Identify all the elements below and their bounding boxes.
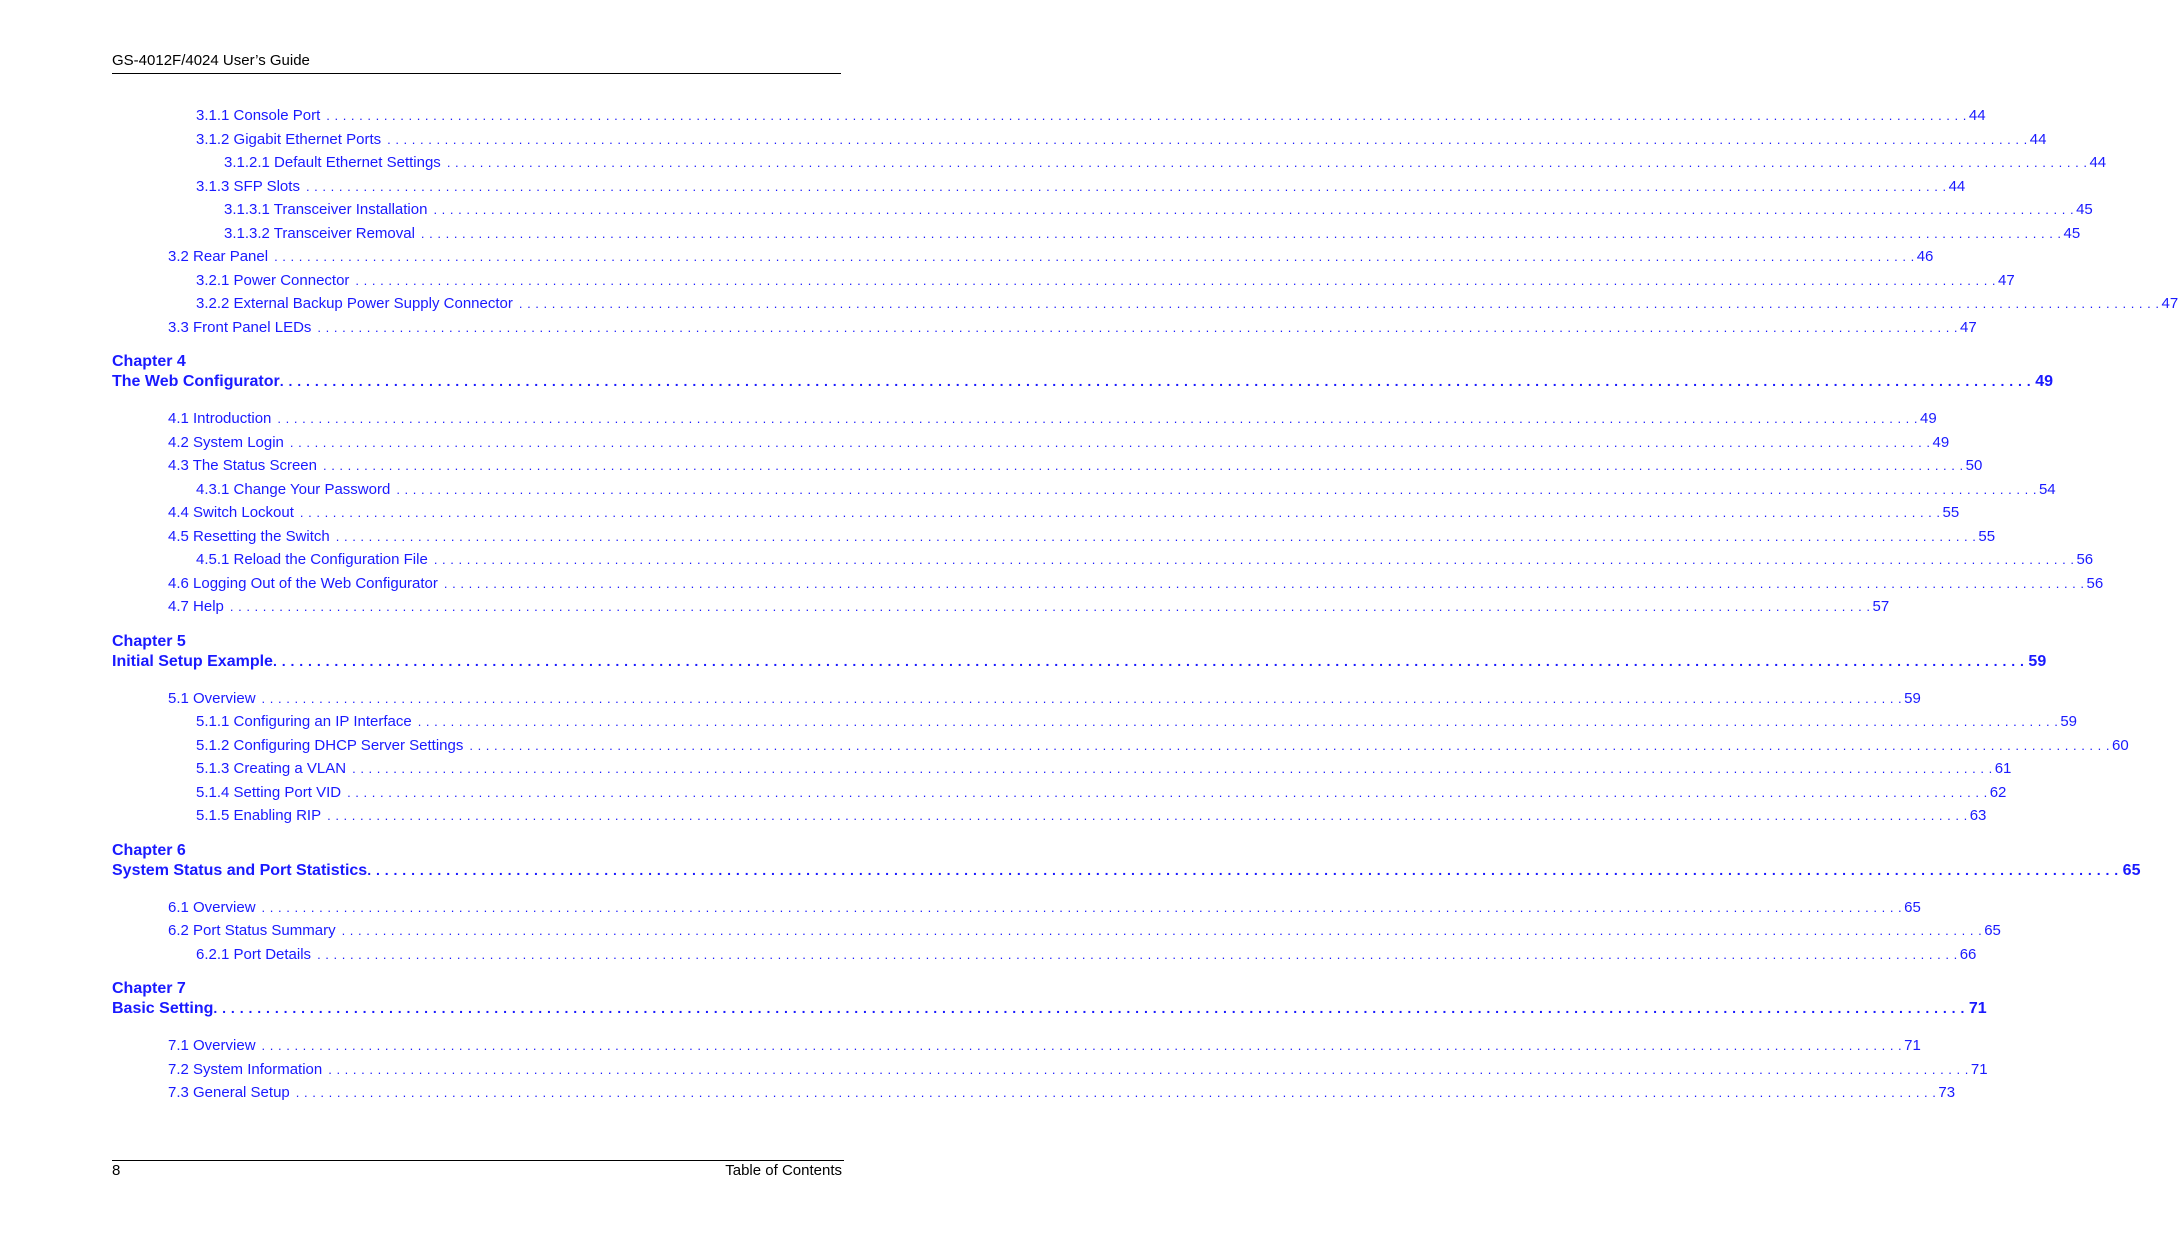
chapter-heading[interactable]: Chapter 6 xyxy=(112,841,186,859)
toc-entry-label: 3.1.1 Console Port xyxy=(196,107,321,124)
dot-leader: . . . . . . . . . . . . . . . . . . . . . . . . . . . . . . . . . . . . . . . . . . . . . . . . . . . . . . . . . . . . . . . . . . . . . . . . . . . . . . . . . . . . . . . . . . . . . . . . . . . . . . . . . . . . . . . . . . . . . . . . . . . . . . . . . . . . . . . . . . . . . . . . . . . . . . . . . . . . . . . . . . . . . . . . . . . . . . . . . . . . . . . . . . . . . . . . . . . . . . . . xyxy=(317,319,1959,335)
toc-entry-page: 57 xyxy=(1872,598,1890,615)
chapter-entry[interactable] xyxy=(112,1000,1987,1018)
toc-entry-label: 3.2 Rear Panel xyxy=(168,248,269,265)
footer-section-title: Table of Contents xyxy=(725,1162,842,1179)
chapter-heading[interactable]: Chapter 5 xyxy=(112,632,186,650)
toc-entry[interactable] xyxy=(224,201,2093,221)
toc-entry-page: 65 xyxy=(1984,922,2001,939)
dot-leader: . . . . . . . . . . . . . . . . . . . . . . . . . . . . . . . . . . . . . . . . . . . . . . . . . . . . . . . . . . . . . . . . . . . . . . . . . . . . . . . . . . . . . . . . . . . . . . . . . . . . . . . . . . . . . . . . . . . . . . . . . . . . . . . . . . . . . . . . . . . . . . . . . . . . . . . . . . . . . . . . . . . . . . . . . . . . . . . . . . . . . . . . . . . . . . . . . . . . . . . . xyxy=(322,458,1964,473)
toc-entry[interactable] xyxy=(196,807,1987,827)
chapter-heading[interactable]: Chapter 4 xyxy=(112,353,186,370)
toc-entry[interactable] xyxy=(168,1060,1988,1081)
toc-entry-page: 63 xyxy=(1969,807,1987,824)
toc-entry-label: 3.1.3.1 Transceiver Installation xyxy=(224,201,428,218)
running-header: GS-4012F/4024 User’s Guide xyxy=(112,52,310,69)
toc-entry-page: 47 xyxy=(1960,318,1977,336)
toc-entry-page: 65 xyxy=(1904,898,1921,916)
toc-entry[interactable] xyxy=(196,783,2007,804)
dot-leader: . . . . . . . . . . . . . . . . . . . . . . . . . . . . . . . . . . . . . . . . . . . . . . . . . . . . . . . . . . . . . . . . . . . . . . . . . . . . . . . . . . . . . . . . . . . . . . . . . . . . . . . . . . . . . . . . . . . . . . . . . . . . . . . . . . . . . . . . . . . . . . . . . . . . . . . . . . . . . . . . . . . . . . . . . . . . . . . . . . . . . . . . . . . . . . . . . . . . . . . . xyxy=(327,808,1968,823)
toc-entry[interactable] xyxy=(168,527,1996,548)
toc-entry-page: 61 xyxy=(1994,760,2012,777)
toc-entry-page: 50 xyxy=(1965,457,1983,474)
toc-entry-label: 5.1.3 Creating a VLAN xyxy=(196,760,347,777)
dot-leader: . . . . . . . . . . . . . . . . . . . . . . . . . . . . . . . . . . . . . . . . . . . . . . . . . . . . . . . . . . . . . . . . . . . . . . . . . . . . . . . . . . . . . . . . . . . . . . . . . . . . . . . . . . . . . . . . . . . . . . . . . . . . . . . . . . . . . . . . . . . . . . . . . . . . . . . . . . . . . . . . . . . . . . . . . . . . . . . . . . . . . . . . . . . . . . . . . . . . . . . . xyxy=(317,946,1958,962)
toc-entry[interactable] xyxy=(196,271,2015,292)
toc-entry[interactable] xyxy=(196,945,1977,966)
toc-entry[interactable] xyxy=(168,1037,1921,1057)
dot-leader: . . . . . . . . . . . . . . . . . . . . . . . . . . . . . . . . . . . . . . . . . . . . . . . . . . . . . . . . . . . . . . . . . . . . . . . . . . . . . . . . . . . . . . . . . . . . . . . . . . . . . . . . . . . . . . . . . . . . . . . . . . . . . . . . . . . . . . . . . . . . . . . . . . . . . . . . . . . . . . . . . . . . . . . . . . . . . . . . . . . . . . . . . . . . . . . . . . . . . . . . xyxy=(396,481,2037,497)
toc-entry[interactable] xyxy=(196,760,2012,780)
toc-entry-page: 60 xyxy=(2111,736,2129,754)
dot-leader: . . . . . . . . . . . . . . . . . . . . . . . . . . . . . . . . . . . . . . . . . . . . . . . . . . . . . . . . . . . . . . . . . . . . . . . . . . . . . . . . . . . . . . . . . . . . . . . . . . . . . . . . . . . . . . . . . . . . . . . . . . . . . . . . . . . . . . . . . . . . . . . . . . . . . . . . . . . . . . . . . . . . . . . . . . . . . . . . . . . . . . . . . . . . . . . . . . . . . . . . xyxy=(261,1038,1903,1053)
toc-entry[interactable] xyxy=(168,248,1934,268)
dot-leader: . . . . . . . . . . . . . . . . . . . . . . . . . . . . . . . . . . . . . . . . . . . . . . . . . . . . . . . . . . . . . . . . . . . . . . . . . . . . . . . . . . . . . . . . . . . . . . . . . . . . . . . . . . . . . . . . . . . . . . . . . . . . . . . . . . . . . . . . . . . . . . . . . . . . . . . . . . . . . . . . . . . . . . . . . . . . . . . . . . . . . . . . . . . . . . . . . . . . . . . . xyxy=(274,249,1915,264)
dot-leader: . . . . . . . . . . . . . . . . . . . . . . . . . . . . . . . . . . . . . . . . . . . . . . . . . . . . . . . . . . . . . . . . . . . . . . . . . . . . . . . . . . . . . . . . . . . . . . . . . . . . . . . . . . . . . . . . . . . . . . . . . . . . . . . . . . . . . . . . . . . . . . . . . . . . . . . . . . . . . . . . . . . . . . . . . . . . . . . . . . . . . . . . . . . . . . . . . . . . . . . . xyxy=(295,1085,1937,1100)
dot-leader: . . . . . . . . . . . . . . . . . . . . . . . . . . . . . . . . . . . . . . . . . . . . . . . . . . . . . . . . . . . . . . . . . . . . . . . . . . . . . . . . . . . . . . . . . . . . . . . . . . . . . . . . . . . . . . . . . . . . . . . . . . . . . . . . . . . . . . . . . . . . . . . . . . . . . . . . . . . . . . . . . . . . . . . . . . . . . . . . . . . . . . . . . . . . . . . . . . . . . . . . xyxy=(279,373,2032,389)
toc-entry[interactable] xyxy=(168,410,1937,430)
dot-leader: . . . . . . . . . . . . . . . . . . . . . . . . . . . . . . . . . . . . . . . . . . . . . . . . . . . . . . . . . . . . . . . . . . . . . . . . . . . . . . . . . . . . . . . . . . . . . . . . . . . . . . . . . . . . . . . . . . . . . . . . . . . . . . . . . . . . . . . . . . . . . . . . . . . . . . . . . . . . . . . . . . . . . . . . . . . . . . . . . . . . . . . . . . . . . . . . . . . . . . . . xyxy=(341,923,1983,938)
toc-entry[interactable] xyxy=(196,177,1966,198)
dot-leader: . . . . . . . . . . . . . . . . . . . . . . . . . . . . . . . . . . . . . . . . . . . . . . . . . . . . . . . . . . . . . . . . . . . . . . . . . . . . . . . . . . . . . . . . . . . . . . . . . . . . . . . . . . . . . . . . . . . . . . . . . . . . . . . . . . . . . . . . . . . . . . . . . . . . . . . . . . . . . . . . . . . . . . . . . . . . . . . . . . . . . . . . . . . . . . . . . . . . . . . . xyxy=(443,575,2085,591)
dot-leader: . . . . . . . . . . . . . . . . . . . . . . . . . . . . . . . . . . . . . . . . . . . . . . . . . . . . . . . . . . . . . . . . . . . . . . . . . . . . . . . . . . . . . . . . . . . . . . . . . . . . . . . . . . . . . . . . . . . . . . . . . . . . . . . . . . . . . . . . . . . . . . . . . . . . . . . . . . . . . . . . . . . . . . . . . . . . . . . . . . . . . . . . . . . . . . . . . . . . . . . . xyxy=(229,599,1871,614)
toc-entry-label: 3.1.3.2 Transceiver Removal xyxy=(224,224,415,242)
dot-leader: . . . . . . . . . . . . . . . . . . . . . . . . . . . . . . . . . . . . . . . . . . . . . . . . . . . . . . . . . . . . . . . . . . . . . . . . . . . . . . . . . . . . . . . . . . . . . . . . . . . . . . . . . . . . . . . . . . . . . . . . . . . . . . . . . . . . . . . . . . . . . . . . . . . . . . . . . . . . . . . . . . . . . . . . . . . . . . . . . . . . . . . . . . . . . . . . . . . . . . . . xyxy=(433,202,2075,217)
dot-leader: . . . . . . . . . . . . . . . . . . . . . . . . . . . . . . . . . . . . . . . . . . . . . . . . . . . . . . . . . . . . . . . . . . . . . . . . . . . . . . . . . . . . . . . . . . . . . . . . . . . . . . . . . . . . . . . . . . . . . . . . . . . . . . . . . . . . . . . . . . . . . . . . . . . . . . . . . . . . . . . . . . . . . . . . . . . . . . . . . . . . . . . . . . . . . . . . . . . . . . . . xyxy=(420,225,2062,241)
toc-entry-page: 45 xyxy=(2076,201,2093,218)
toc-entry[interactable] xyxy=(168,598,1890,618)
toc-entry[interactable] xyxy=(196,107,1986,127)
chapter-title: Basic Setting xyxy=(112,1000,214,1017)
chapter-page: 71 xyxy=(1968,1000,1987,1017)
toc-entry-page: 44 xyxy=(2089,154,2107,171)
toc-entry-label: 5.1.5 Enabling RIP xyxy=(196,807,322,824)
toc-entry-label: 4.3 The Status Screen xyxy=(168,457,317,474)
toc-entry-label: 4.1 Introduction xyxy=(168,410,272,427)
toc-entry-page: 45 xyxy=(2063,224,2081,242)
toc-entry-label: 3.1.3 SFP Slots xyxy=(196,177,300,195)
chapter-entry[interactable] xyxy=(112,861,2141,880)
toc-entry[interactable] xyxy=(224,224,2081,245)
toc-entry-page: 71 xyxy=(1904,1037,1921,1054)
header-rule xyxy=(112,73,841,74)
dot-leader: . . . . . . . . . . . . . . . . . . . . . . . . . . . . . . . . . . . . . . . . . . . . . . . . . . . . . . . . . . . . . . . . . . . . . . . . . . . . . . . . . . . . . . . . . . . . . . . . . . . . . . . . . . . . . . . . . . . . . . . . . . . . . . . . . . . . . . . . . . . . . . . . . . . . . . . . . . . . . . . . . . . . . . . . . . . . . . . . . . . . . . . . . . . . . . . . . . . . . . . . xyxy=(335,528,1977,544)
toc-entry-page: 56 xyxy=(2086,574,2104,592)
toc-entry[interactable] xyxy=(168,318,1977,339)
toc-entry-page: 71 xyxy=(1970,1060,1988,1078)
chapter-title: Initial Setup Example xyxy=(112,652,273,670)
toc-entry-label: 3.2.2 External Backup Power Supply Connector xyxy=(196,295,513,312)
dot-leader: . . . . . . . . . . . . . . . . . . . . . . . . . . . . . . . . . . . . . . . . . . . . . . . . . . . . . . . . . . . . . . . . . . . . . . . . . . . . . . . . . . . . . . . . . . . . . . . . . . . . . . . . . . . . . . . . . . . . . . . . . . . . . . . . . . . . . . . . . . . . . . . . . . . . . . . . . . . . . . . . . . . . . . . . . . . . . . . . . . . . . . . . . . . . . . . . . . . . . . . . xyxy=(446,155,2088,170)
toc-entry-label: 4.5 Resetting the Switch xyxy=(168,527,330,545)
dot-leader: . . . . . . . . . . . . . . . . . . . . . . . . . . . . . . . . . . . . . . . . . . . . . . . . . . . . . . . . . . . . . . . . . . . . . . . . . . . . . . . . . . . . . . . . . . . . . . . . . . . . . . . . . . . . . . . . . . . . . . . . . . . . . . . . . . . . . . . . . . . . . . . . . . . . . . . . . . . . . . . . . . . . . . . . . . . . . . . . . . . . . . . . . . . . . . . . . . . . . . . . xyxy=(355,272,1997,288)
page-number: 8 xyxy=(112,1162,121,1179)
toc-entry-label: 5.1.1 Configuring an IP Interface xyxy=(196,713,412,730)
toc-entry-label: 7.3 General Setup xyxy=(168,1084,290,1101)
toc-entry[interactable] xyxy=(168,1084,1956,1104)
dot-leader: . . . . . . . . . . . . . . . . . . . . . . . . . . . . . . . . . . . . . . . . . . . . . . . . . . . . . . . . . . . . . . . . . . . . . . . . . . . . . . . . . . . . . . . . . . . . . . . . . . . . . . . . . . . . . . . . . . . . . . . . . . . . . . . . . . . . . . . . . . . . . . . . . . . . . . . . . . . . . . . . . . . . . . . . . . . . . . . . . . . . . . . . . . . . . . . . . . . . . . . . xyxy=(433,552,2075,567)
dot-leader: . . . . . . . . . . . . . . . . . . . . . . . . . . . . . . . . . . . . . . . . . . . . . . . . . . . . . . . . . . . . . . . . . . . . . . . . . . . . . . . . . . . . . . . . . . . . . . . . . . . . . . . . . . . . . . . . . . . . . . . . . . . . . . . . . . . . . . . . . . . . . . . . . . . . . . . . . . . . . . . . . . . . . . . . . . . . . . . . . . . . . . . . . . . . . . . . . . . . . . . . xyxy=(469,737,2110,753)
toc-entry[interactable] xyxy=(196,295,2178,315)
dot-leader: . . . . . . . . . . . . . . . . . . . . . . . . . . . . . . . . . . . . . . . . . . . . . . . . . . . . . . . . . . . . . . . . . . . . . . . . . . . . . . . . . . . . . . . . . . . . . . . . . . . . . . . . . . . . . . . . . . . . . . . . . . . . . . . . . . . . . . . . . . . . . . . . . . . . . . . . . . . . . . . . . . . . . . . . . . . . . . . . . . . . . . . . . . . . . . . . . . . . . . . . xyxy=(352,761,1993,776)
toc-entry-label: 4.2 System Login xyxy=(168,433,284,451)
toc-entry-page: 44 xyxy=(2029,130,2047,148)
toc-entry[interactable] xyxy=(196,551,2094,571)
toc-entry-label: 5.1.4 Setting Port VID xyxy=(196,783,342,801)
toc-entry[interactable] xyxy=(168,922,2001,942)
dot-leader: . . . . . . . . . . . . . . . . . . . . . . . . . . . . . . . . . . . . . . . . . . . . . . . . . . . . . . . . . . . . . . . . . . . . . . . . . . . . . . . . . . . . . . . . . . . . . . . . . . . . . . . . . . . . . . . . . . . . . . . . . . . . . . . . . . . . . . . . . . . . . . . . . . . . . . . . . . . . . . . . . . . . . . . . . . . . . . . . . . . . . . . . . . . . . . . . . . . . . . . . xyxy=(305,178,1947,194)
toc-entry-page: 44 xyxy=(1948,177,1966,195)
toc-entry-label: 5.1.2 Configuring DHCP Server Settings xyxy=(196,736,464,754)
toc-entry[interactable] xyxy=(168,504,1960,524)
toc-entry[interactable] xyxy=(196,713,2078,733)
toc-entry-page: 54 xyxy=(2038,480,2056,498)
toc-entry-page: 62 xyxy=(1989,783,2007,801)
dot-leader: . . . . . . . . . . . . . . . . . . . . . . . . . . . . . . . . . . . . . . . . . . . . . . . . . . . . . . . . . . . . . . . . . . . . . . . . . . . . . . . . . . . . . . . . . . . . . . . . . . . . . . . . . . . . . . . . . . . . . . . . . . . . . . . . . . . . . . . . . . . . . . . . . . . . . . . . . . . . . . . . . . . . . . . . . . . . . . . . . . . . . . . . . . . . . . . . . . . . . . . . xyxy=(272,652,2025,669)
toc-entry-page: 44 xyxy=(1968,107,1986,124)
toc-entry-label: 7.2 System Information xyxy=(168,1060,323,1078)
dot-leader: . . . . . . . . . . . . . . . . . . . . . . . . . . . . . . . . . . . . . . . . . . . . . . . . . . . . . . . . . . . . . . . . . . . . . . . . . . . . . . . . . . . . . . . . . . . . . . . . . . . . . . . . . . . . . . . . . . . . . . . . . . . . . . . . . . . . . . . . . . . . . . . . . . . . . . . . . . . . . . . . . . . . . . . . . . . . . . . . . . . . . . . . . . . . . . . . . . . . . . . . xyxy=(387,131,2028,147)
dot-leader: . . . . . . . . . . . . . . . . . . . . . . . . . . . . . . . . . . . . . . . . . . . . . . . . . . . . . . . . . . . . . . . . . . . . . . . . . . . . . . . . . . . . . . . . . . . . . . . . . . . . . . . . . . . . . . . . . . . . . . . . . . . . . . . . . . . . . . . . . . . . . . . . . . . . . . . . . . . . . . . . . . . . . . . . . . . . . . . . . . . . . . . . . . . . . . . . . . . . . . . . xyxy=(289,434,1931,450)
dot-leader: . . . . . . . . . . . . . . . . . . . . . . . . . . . . . . . . . . . . . . . . . . . . . . . . . . . . . . . . . . . . . . . . . . . . . . . . . . . . . . . . . . . . . . . . . . . . . . . . . . . . . . . . . . . . . . . . . . . . . . . . . . . . . . . . . . . . . . . . . . . . . . . . . . . . . . . . . . . . . . . . . . . . . . . . . . . . . . . . . . . . . . . . . . . . . . . . . . . . . . . . xyxy=(518,296,2160,311)
toc-entry-label: 4.7 Help xyxy=(168,598,224,615)
footer-rule xyxy=(112,1160,844,1161)
toc-entry-label: 4.5.1 Reload the Configuration File xyxy=(196,551,428,568)
toc-entry-page: 47 xyxy=(2161,295,2178,312)
dot-leader: . . . . . . . . . . . . . . . . . . . . . . . . . . . . . . . . . . . . . . . . . . . . . . . . . . . . . . . . . . . . . . . . . . . . . . . . . . . . . . . . . . . . . . . . . . . . . . . . . . . . . . . . . . . . . . . . . . . . . . . . . . . . . . . . . . . . . . . . . . . . . . . . . . . . . . . . . . . . . . . . . . . . . . . . . . . . . . . . . . . . . . . . . . . . . . . . . . . . . . . . xyxy=(213,1000,1965,1016)
dot-leader: . . . . . . . . . . . . . . . . . . . . . . . . . . . . . . . . . . . . . . . . . . . . . . . . . . . . . . . . . . . . . . . . . . . . . . . . . . . . . . . . . . . . . . . . . . . . . . . . . . . . . . . . . . . . . . . . . . . . . . . . . . . . . . . . . . . . . . . . . . . . . . . . . . . . . . . . . . . . . . . . . . . . . . . . . . . . . . . . . . . . . . . . . . . . . . . . . . . . . . . . xyxy=(328,1061,1969,1077)
toc-entry-page: 56 xyxy=(2076,551,2094,568)
toc-entry[interactable] xyxy=(224,154,2107,174)
toc-entry-label: 4.4 Switch Lockout xyxy=(168,504,294,521)
toc-entry-label: 3.1.2 Gigabit Ethernet Ports xyxy=(196,130,382,148)
toc-entry-label: 4.6 Logging Out of the Web Configurator xyxy=(168,574,438,592)
dot-leader: . . . . . . . . . . . . . . . . . . . . . . . . . . . . . . . . . . . . . . . . . . . . . . . . . . . . . . . . . . . . . . . . . . . . . . . . . . . . . . . . . . . . . . . . . . . . . . . . . . . . . . . . . . . . . . . . . . . . . . . . . . . . . . . . . . . . . . . . . . . . . . . . . . . . . . . . . . . . . . . . . . . . . . . . . . . . . . . . . . . . . . . . . . . . . . . . . . . . . . . . xyxy=(347,784,1988,800)
toc-entry-label: 7.1 Overview xyxy=(168,1037,256,1054)
toc-entry[interactable] xyxy=(196,130,2047,151)
toc-entry-label: 5.1 Overview xyxy=(168,689,256,707)
dot-leader: . . . . . . . . . . . . . . . . . . . . . . . . . . . . . . . . . . . . . . . . . . . . . . . . . . . . . . . . . . . . . . . . . . . . . . . . . . . . . . . . . . . . . . . . . . . . . . . . . . . . . . . . . . . . . . . . . . . . . . . . . . . . . . . . . . . . . . . . . . . . . . . . . . . . . . . . . . . . . . . . . . . . . . . . . . . . . . . . . . . . . . . . . . . . . . . . . . . . . . . . xyxy=(261,899,1903,915)
toc-entry-page: 55 xyxy=(1978,527,1996,545)
dot-leader: . . . . . . . . . . . . . . . . . . . . . . . . . . . . . . . . . . . . . . . . . . . . . . . . . . . . . . . . . . . . . . . . . . . . . . . . . . . . . . . . . . . . . . . . . . . . . . . . . . . . . . . . . . . . . . . . . . . . . . . . . . . . . . . . . . . . . . . . . . . . . . . . . . . . . . . . . . . . . . . . . . . . . . . . . . . . . . . . . . . . . . . . . . . . . . . . . . . . . . . . xyxy=(367,861,2119,878)
chapter-entry[interactable] xyxy=(112,373,2053,391)
toc-entry[interactable] xyxy=(168,898,1921,919)
toc-entry-label: 3.2.1 Power Connector xyxy=(196,271,350,289)
toc-entry-label: 3.3 Front Panel LEDs xyxy=(168,318,312,336)
dot-leader: . . . . . . . . . . . . . . . . . . . . . . . . . . . . . . . . . . . . . . . . . . . . . . . . . . . . . . . . . . . . . . . . . . . . . . . . . . . . . . . . . . . . . . . . . . . . . . . . . . . . . . . . . . . . . . . . . . . . . . . . . . . . . . . . . . . . . . . . . . . . . . . . . . . . . . . . . . . . . . . . . . . . . . . . . . . . . . . . . . . . . . . . . . . . . . . . . . . . . . . . xyxy=(326,108,1967,123)
toc-entry-label: 6.2.1 Port Details xyxy=(196,945,312,963)
toc-entry-page: 73 xyxy=(1938,1084,1956,1101)
chapter-page: 65 xyxy=(2122,861,2141,879)
chapter-title: The Web Configurator xyxy=(112,373,280,390)
chapter-heading[interactable]: Chapter 7 xyxy=(112,980,186,997)
toc-entry-page: 49 xyxy=(1920,410,1937,427)
dot-leader: . . . . . . . . . . . . . . . . . . . . . . . . . . . . . . . . . . . . . . . . . . . . . . . . . . . . . . . . . . . . . . . . . . . . . . . . . . . . . . . . . . . . . . . . . . . . . . . . . . . . . . . . . . . . . . . . . . . . . . . . . . . . . . . . . . . . . . . . . . . . . . . . . . . . . . . . . . . . . . . . . . . . . . . . . . . . . . . . . . . . . . . . . . . . . . . . . . . . . . . . xyxy=(261,690,1903,706)
toc-entry-page: 59 xyxy=(1904,689,1921,707)
chapter-page: 49 xyxy=(2035,373,2053,390)
dot-leader: . . . . . . . . . . . . . . . . . . . . . . . . . . . . . . . . . . . . . . . . . . . . . . . . . . . . . . . . . . . . . . . . . . . . . . . . . . . . . . . . . . . . . . . . . . . . . . . . . . . . . . . . . . . . . . . . . . . . . . . . . . . . . . . . . . . . . . . . . . . . . . . . . . . . . . . . . . . . . . . . . . . . . . . . . . . . . . . . . . . . . . . . . . . . . . . . . . . . . . . . xyxy=(299,505,1941,520)
toc-entry[interactable] xyxy=(168,574,2104,595)
toc-entry-label: 3.1.2.1 Default Ethernet Settings xyxy=(224,154,441,171)
toc-entry-page: 66 xyxy=(1959,945,1977,963)
toc-entry-label: 6.1 Overview xyxy=(168,898,256,916)
toc-entry-page: 46 xyxy=(1916,248,1934,265)
toc-entry-page: 55 xyxy=(1942,504,1960,521)
chapter-page: 59 xyxy=(2028,652,2047,670)
dot-leader: . . . . . . . . . . . . . . . . . . . . . . . . . . . . . . . . . . . . . . . . . . . . . . . . . . . . . . . . . . . . . . . . . . . . . . . . . . . . . . . . . . . . . . . . . . . . . . . . . . . . . . . . . . . . . . . . . . . . . . . . . . . . . . . . . . . . . . . . . . . . . . . . . . . . . . . . . . . . . . . . . . . . . . . . . . . . . . . . . . . . . . . . . . . . . . . . . . . . . . . . xyxy=(417,714,2059,729)
toc-entry[interactable] xyxy=(196,736,2129,757)
toc-entry-page: 59 xyxy=(2060,713,2078,730)
chapter-title: System Status and Port Statistics xyxy=(112,861,368,879)
toc-entry-label: 6.2 Port Status Summary xyxy=(168,922,336,939)
chapter-entry[interactable] xyxy=(112,652,2047,671)
toc-entry[interactable] xyxy=(168,433,1950,454)
toc-entry[interactable] xyxy=(168,457,1983,477)
toc-entry-label: 4.3.1 Change Your Password xyxy=(196,480,391,498)
toc-entry[interactable] xyxy=(196,480,2056,501)
dot-leader: . . . . . . . . . . . . . . . . . . . . . . . . . . . . . . . . . . . . . . . . . . . . . . . . . . . . . . . . . . . . . . . . . . . . . . . . . . . . . . . . . . . . . . . . . . . . . . . . . . . . . . . . . . . . . . . . . . . . . . . . . . . . . . . . . . . . . . . . . . . . . . . . . . . . . . . . . . . . . . . . . . . . . . . . . . . . . . . . . . . . . . . . . . . . . . . . . . . . . . . . xyxy=(277,411,1919,426)
toc-entry-page: 49 xyxy=(1932,433,1950,451)
toc-entry[interactable] xyxy=(168,689,1921,710)
toc-entry-page: 47 xyxy=(1998,271,2015,289)
